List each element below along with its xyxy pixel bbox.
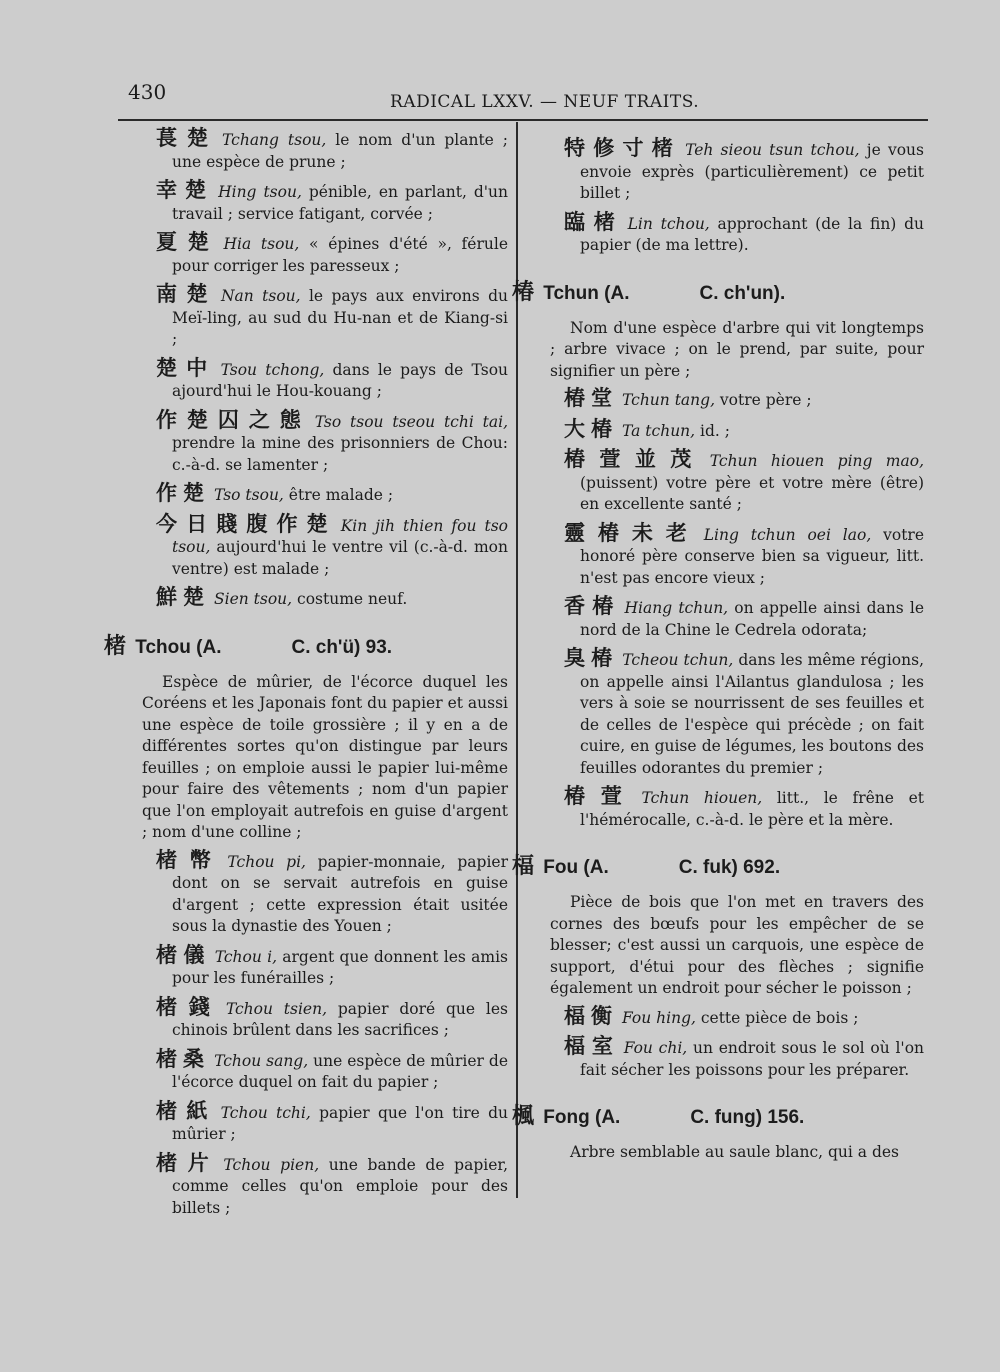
compound-gloss: le pays aux environs du Meï-ling, au sud du Hu-nan et de Kiang-si ; (172, 287, 509, 348)
compound-entry (104, 1046, 508, 1094)
compound-hanzi: 作楚囚之態 (156, 407, 311, 432)
compound-gloss: papier doré que les chinois brûlent dans les sacrifices ; (172, 999, 508, 1039)
compound-entry (104, 1098, 508, 1146)
compound-hanzi: 楮片 (156, 1150, 220, 1175)
compound-gloss: on appelle ainsi dans le nord de la Chine le Cedrela odorata; (580, 599, 924, 639)
compound-hanzi: 靈椿未老 (564, 520, 700, 545)
compound-entry (512, 1003, 924, 1030)
compound-entry (104, 994, 508, 1042)
headword-name: Tchun (A. (543, 282, 630, 304)
compound-gloss: pénible, en parlant, d'un travail ; service fatigant, corvée ; (172, 183, 508, 223)
compound-gloss: papier que l'on tire du mûrier ; (172, 1103, 508, 1143)
compound-gloss: aujourd'hui le ventre vil (c.-à-d. mon ventre) est malade ; (172, 538, 508, 578)
headword-code: C. fuk) 692. (678, 857, 781, 878)
compound-hanzi: 楮儀 (156, 942, 211, 967)
compound-romanization: Tchou tchi, (220, 1103, 311, 1122)
definition-tchun: Nom d'une espèce d'arbre qui vit longtemps ; arbre vivace ; on le prend, par suite, pour signifier un père ; (550, 318, 924, 380)
compound-romanization: Teh sieou tsun tchou, (685, 141, 860, 159)
compound-gloss: papier-monnaie, papier dont on se servait autrefois en guise d'argent ; cette expression était usitée sous la dynastie des Youen ; (172, 852, 508, 935)
compound-romanization: Tsou tchong, (220, 360, 325, 379)
compound-gloss: le nom d'un plante ; une espèce de prune ; (172, 131, 509, 171)
right-column (512, 138, 924, 1170)
compound-romanization: Lin tchou, (627, 214, 710, 233)
compound-hanzi: 香椿 (564, 594, 621, 618)
right-compounds-c (512, 1003, 925, 1082)
headword-fou (512, 849, 924, 880)
headword-hanzi: 楅 (512, 854, 535, 879)
headword-code: C. ch'un). (699, 282, 786, 304)
compound-gloss: prendre la mine des prisonniers de Chou: c.-à-d. se lamenter ; (172, 434, 508, 474)
headword-hanzi: 楓 (512, 1104, 535, 1129)
compound-hanzi: 南楚 (156, 282, 217, 306)
compound-entry (104, 511, 509, 581)
page-number: 430 (128, 80, 167, 104)
headword-hanzi: 椿 (512, 279, 535, 305)
compound-romanization: Tchou pi, (227, 852, 306, 871)
headword-name: Fou (A. (543, 857, 609, 878)
compound-hanzi: 特修寸楮 (564, 136, 682, 160)
compound-gloss: dans les même régions, on appelle ainsi l'Ailantus glandulosa ; les vers à soie se nourrissent de ses feuilles et de celles de l'espèce qui précède ; on fait cuire, en guise de légumes, les boutons des feuilles odorantes du premier ; (580, 651, 925, 777)
compound-entry (512, 138, 924, 205)
compound-hanzi: 萇楚 (156, 126, 219, 150)
compound-romanization: Fou hing, (622, 1008, 696, 1027)
header-rule (118, 119, 928, 121)
compound-romanization: Tchou i, (214, 947, 277, 966)
running-title: RADICAL LXXV. — NEUF TRAITS. (390, 92, 700, 112)
compound-gloss: votre honoré père conserve bien sa vigueur, litt. n'est pas encore vieux ; (580, 525, 925, 587)
compound-entry (512, 520, 925, 590)
compound-entry (512, 596, 924, 641)
compound-romanization: Tso tsou tseou tchi tai, (314, 412, 509, 431)
compound-hanzi: 鮮楚 (156, 585, 210, 609)
headword-code: C. ch'ü) 93. (291, 636, 393, 658)
compound-romanization: Tcheou tchun, (622, 651, 734, 669)
definition-fong: Arbre semblable au saule blanc, qui a des (570, 1143, 899, 1161)
compound-entry (104, 1150, 509, 1220)
headword-name: Tchou (A. (135, 636, 222, 658)
right-compounds-b (512, 388, 924, 831)
compound-hanzi: 椿堂 (564, 386, 618, 410)
compound-gloss: costume neuf. (292, 590, 408, 608)
compound-gloss: cette pièce de bois ; (695, 1008, 859, 1027)
headword-name: Fong (A. (543, 1107, 621, 1128)
compound-romanization: Tso tsou, (214, 486, 284, 504)
compound-romanization: Sien tsou, (214, 590, 293, 608)
compound-hanzi: 椿萱並茂 (564, 447, 706, 471)
compound-romanization: Fou chi, (623, 1039, 688, 1057)
compound-hanzi: 幸楚 (156, 178, 215, 202)
compound-romanization: Kin jih thien fou tso tsou, (172, 516, 509, 556)
compound-entry (104, 355, 509, 403)
compound-gloss: être malade ; (283, 486, 394, 504)
compound-entry (512, 1036, 924, 1081)
compound-gloss: litt., le frêne et l'hémérocalle, c.-à-d. le père et la mère. (580, 789, 924, 829)
compound-hanzi: 大椿 (564, 416, 618, 441)
compound-romanization: Ta tchun, (622, 421, 696, 440)
compound-entry (104, 128, 508, 173)
compound-gloss: « épines d'été », férule pour corriger les paresseux ; (172, 235, 508, 275)
compound-gloss: un endroit sous le sol où l'on fait sécher les poissons pour les préparer. (580, 1039, 925, 1079)
compound-gloss: (puissent) votre père et votre mère (être) en excellente santé ; (580, 473, 924, 513)
compound-entry (104, 942, 508, 990)
compound-gloss: argent que donnent les amis pour les funérailles ; (172, 947, 508, 987)
headword-hanzi: 楮 (104, 633, 127, 659)
compound-hanzi: 楮桑 (156, 1046, 211, 1071)
compound-entry (512, 449, 924, 516)
compound-gloss: dans le pays de Tsou ajourd'hui le Hou-kouang ; (172, 360, 509, 400)
compound-hanzi: 楅衡 (564, 1003, 618, 1028)
compound-hanzi: 作楚 (156, 481, 210, 505)
compound-hanzi: 臭椿 (564, 646, 619, 670)
compound-romanization: Ling tchun oei lao, (703, 525, 872, 544)
headword-tchun (512, 275, 924, 306)
compound-entry (512, 416, 924, 443)
right-compounds-a (512, 138, 924, 257)
compound-entry (512, 388, 924, 412)
compound-romanization: Hia tsou, (223, 235, 300, 253)
headword-tchou (104, 629, 508, 660)
compound-entry (104, 180, 508, 225)
headword-code: C. fung) 156. (690, 1107, 805, 1128)
compound-hanzi: 夏楚 (156, 230, 220, 254)
compound-gloss: une bande de papier, comme celles qu'on emploie pour des billets ; (172, 1155, 509, 1217)
compound-gloss: une espèce de mûrier de l'écorce duquel on fait du papier ; (172, 1051, 508, 1091)
compound-romanization: Tchun hiouen, (641, 789, 763, 807)
compound-entry (104, 407, 509, 477)
compound-gloss: approchant (de la fin) du papier (de ma lettre). (580, 214, 924, 254)
compound-entry (104, 232, 508, 277)
compound-entry (104, 483, 508, 507)
compound-romanization: Tchou pien, (223, 1155, 320, 1174)
compound-romanization: Hiang tchun, (624, 599, 729, 617)
compound-hanzi: 楮幣 (156, 847, 224, 872)
compound-romanization: Tchou tsien, (225, 999, 328, 1018)
compound-hanzi: 楮錢 (156, 994, 222, 1019)
compound-hanzi: 臨楮 (564, 209, 624, 234)
compound-entry (104, 284, 508, 351)
compound-hanzi: 椿萱 (564, 784, 638, 808)
compound-gloss: votre père ; (715, 391, 812, 409)
compound-romanization: Tchun tang, (622, 391, 715, 409)
left-compounds-b (104, 847, 509, 1220)
definition-tchou: Espèce de mûrier, de l'écorce duquel les Coréens et les Japonais font du papier et aussi une espèce de toile grossière ; il y en a de différentes sortes qu'on distingue par leurs feuilles ; on emploie aussi le papier lui-même pour faire des vêtements ; nom d'un papier que l'on employait autrefois en guise d'argent ; nom d'une colline ; (142, 672, 508, 841)
compound-romanization: Nan tsou, (220, 287, 301, 305)
left-column (104, 128, 508, 1226)
left-compounds-a (104, 128, 508, 611)
compound-romanization: Tchou sang, (214, 1051, 309, 1070)
compound-entry (512, 648, 924, 779)
compound-hanzi: 楅室 (564, 1034, 620, 1058)
compound-hanzi: 楚中 (156, 355, 217, 380)
definition-fou: Pièce de bois que l'on met en travers des cornes des bœufs pour les empêcher de se blesser; c'est aussi un carquois, une espèce de support, d'étui pour des flèches ; signifie également un endroit pour sécher le poisson ; (550, 893, 924, 997)
compound-romanization: Hing tsou, (218, 183, 302, 201)
compound-hanzi: 今日賤腹作楚 (156, 511, 337, 536)
compound-entry (512, 786, 924, 831)
compound-entry (104, 587, 508, 611)
compound-gloss: id. ; (695, 421, 730, 440)
compound-entry (104, 847, 508, 938)
compound-entry (512, 209, 924, 257)
compound-romanization: Tchang tsou, (222, 131, 327, 149)
headword-fong (512, 1099, 924, 1130)
compound-gloss: je vous envoie exprès (particulièrement) ce petit billet ; (580, 141, 924, 202)
compound-hanzi: 楮紙 (156, 1098, 217, 1123)
compound-romanization: Tchun hiouen ping mao, (709, 452, 924, 470)
